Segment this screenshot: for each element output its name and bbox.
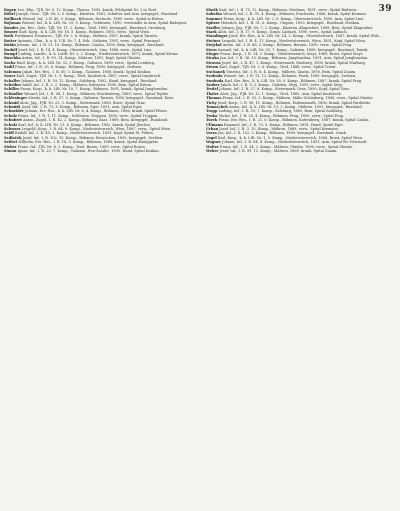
entry-name: Ullmann (206, 122, 223, 127)
entry-name: Sommer (206, 16, 223, 21)
entry-name: Schwarz (4, 126, 21, 131)
page-number: 39 (378, 4, 392, 14)
entry-name: Rondes (4, 25, 19, 30)
entry-detail: Franz, Korp., k. k. LIR. Nr. 10, 7. Komp., Böhmen, 1891, krank, Spital Jungbunzlau. (20, 87, 169, 92)
entry-detail: Wilhelm, Ers.-Res., I. R. 18, 5. Komp., Böhmen, 1888, krank, Spital Königgrätz. (18, 140, 159, 145)
entry-detail: Ludwig, Inf., I. R. 59, 7. Komp., Salzburg, 1889, Bein, Spital Salzburg. (218, 109, 344, 114)
entry-detail: Ignaz, Inf., I. R. 20, 7. Komp., Galizien, Neu-Sandec, 1890, Hand, Spital Krakau. (17, 149, 160, 153)
entry-name: Schindler (4, 91, 23, 96)
entry-detail: Karl, Korp., k. k. LIR. Nr. 16, 5. Komp., Böhmen, 1892, verw., Spital Wien. (18, 30, 151, 35)
entry-name: Teufel (206, 87, 219, 92)
entry-name: Scholz (4, 113, 17, 118)
entry-detail: Karl, Zugsf., TJR. Nr. 1, 9. Komp., Tirol, Innsbruck, 1887, verw., Spital Innsbruck. (16, 74, 162, 79)
entry-detail: Alois, Jäg., FJB. Nr. 22, 3. Komp., Steiermark, 1888, Brust, Spital Graz. (19, 100, 146, 105)
entry-name: Rollbach (4, 16, 22, 21)
right-column (206, 8, 396, 508)
entry-detail: Josef, Ers.-Res., k. k. LIR. Nr. 14, 3. Komp., Oberösterreich, 1887, krank, Spital Wels. (228, 34, 381, 39)
entry-name: Ruschka (4, 56, 21, 61)
entry-name: Roth (4, 34, 14, 39)
entry-name: Swoboda (206, 78, 224, 83)
entry-detail: Václav, Inf., I. R. 28, 4. Komp., Böhmen, Prag, 1890, verw., Spital Prag. (218, 113, 345, 118)
entry-detail: Ferdinand, Ersatzres., TJR. Nr. 2, 8. Komp., Mähren, 1887, krank, Spital Tarnów. (14, 34, 158, 39)
entry-name: Turek (206, 118, 218, 123)
entry-detail: Josef, Inf., I. R. 73, 8. Komp., Böhmen, Eger, 1891, Arm, Spital Eger. (21, 104, 143, 109)
entry-detail: Josef, Inf., I. R. 3, 10. Komp., Mähren, 1889, verw., Spital Kremsier. (219, 126, 339, 131)
entry-name: Strauss (206, 60, 221, 65)
entry-detail: Alois, Inf., I. R. 17, 9. Komp., Krain, Laibach, 1890, verw., Spital Laibach. (217, 30, 348, 35)
entry-name: Rudolf (4, 47, 18, 52)
entry-detail: Rudolf, Inf., I. R. 49, 3. Komp., Niederösterreich, 1891, Kopf, Spital St. Pölten. (15, 131, 154, 136)
entry-detail: Leo, Ehn., TJR. Nr. 5, 12. Komp., Theusz, 1890, krank, Feldspital Nr. 2 in Tirol. (17, 8, 158, 12)
entry-name: Tauber (206, 82, 220, 87)
entry-detail: Adolf, Inf., I. R. 3, 2. Komp., Mähren, Kremsier, 1890, Bein, Spital Brünn. (22, 82, 153, 87)
entry-name: Urban (206, 126, 219, 131)
entry-name: Straka (206, 56, 219, 61)
entry-name: Rosner (4, 30, 18, 35)
entry-name: Schmidt (4, 104, 21, 109)
entry-name: Scheiber (4, 82, 22, 87)
entry-detail: Johann, Jäg., FJB. Nr. 7, 2. Komp., Kärnten, Klagenfurt, 1889, Bein, Spital Klagenfurt. (221, 25, 374, 30)
entry-detail: Heinrich, Inf., I. R. 31, 6. Komp., Ungarn, 1892, kriegsgef., Russland, Moskau. (221, 21, 361, 26)
entry-name: Suchanek (206, 69, 226, 74)
entry-name: Sobotka (206, 12, 222, 17)
entry-detail: Leopold, Korp., I. R. 84, 9. Komp., Niederösterreich, Wien, 1887, verw., Spital Wien. (21, 126, 172, 131)
entry-detail: Leopold, Inf., I. R. 4, 11. Komp., Niederösterreich, Wien, 1891, Kopf, Spital Wien. (221, 38, 366, 43)
entry-name: Staudinger (206, 34, 228, 39)
entry-detail: Anton, Zugsf., I. R. 42, 2. Komp., Böhmen, Saaz, 1889, Bein, kriegsgef., Russland. (23, 118, 169, 123)
entry-detail: Wenzel, Inf., k. k. LIR. Nr. 29, 9. Komp., Schlesien, 1890, verwundet in Arm, Spital Budapest. (21, 21, 188, 26)
entry-name: Rubin (4, 43, 16, 48)
entry-detail: Emil, Korp., k. k. LIR. Nr. 32, 5. Komp., Galizien, 1889, verw., Spital Lemberg. (16, 60, 156, 65)
entry-name: Trnka (206, 113, 218, 118)
entry-name: Stejskal (206, 43, 222, 48)
entry-detail: Jakob, Inf., I. R. 9, 3. Komp., Galizien, Stryj, 1891, verw., Spital Stryj. (220, 82, 344, 87)
entry-detail: Karl, Inf., I. R. 75, 12. Komp., Böhmen, Neuhaus, 1891, verw., Spital Budweis. (219, 8, 358, 12)
entry-detail: Karl, Korp., k. k. LIR. Nr. 1, 5. Komp., Niederösterreich, 1888, Brust, Spital Wien. (217, 135, 363, 140)
entry-name: Svoboda (206, 74, 223, 79)
entry-name: Simon (4, 149, 17, 153)
entry-name: Tichy (206, 100, 217, 105)
entry-detail: Emanuel, Inf., I. R. 73, 9. Komp., Böhmen, 1891, Hand, Spital Eger. (223, 122, 344, 127)
entry-detail: Franz, Korp., k. k. LIR. Nr. 2, 8. Komp., Oberösterreich, 1890, Arm, Spital Linz. (223, 16, 365, 21)
entry-detail: Karl, Zugsf., TJR. Nr. 2, 6. Komp., Tirol, 1888, verw., Spital Trient. (219, 65, 337, 70)
left-column (4, 8, 194, 508)
entry-detail: Jan, Inf., I. R. 102, 3. Komp., Böhmen, 1890, kriegsgef., Russland, Omsk. (217, 131, 347, 136)
entry-detail: Johann, Inf., I. R. 27, 8. Komp., Steiermark, Graz, 1890, Kopf, Spital Graz. (219, 87, 351, 92)
entry-name: Stern (206, 47, 217, 52)
entry-name: Schaller (4, 78, 21, 83)
entry-detail: Karl, Ers.-Res., k. k. LIR. Nr. 28, 9. Komp., Böhmen, 1887, krank, Spital Prag. (224, 78, 363, 83)
entry-name: Trapp (206, 109, 218, 114)
entry-name: Seidl (4, 131, 14, 136)
entry-detail: Josef, Inf., I. R. 47, 1. Komp., Steiermark, Marburg, 1890, krank, Spital Marburg. (221, 60, 367, 65)
list-entry (4, 149, 194, 153)
entry-name: Schulz (4, 122, 18, 127)
entry-detail: Wenzel, Inf., I. R. 40, 5. Komp., Böhmen, Rechnitz, 1889, verw., Spital in Brünn. (22, 16, 165, 21)
entry-detail: Josef, Korp., I. R. 98, 11. Komp., Böhmen, Hohenmauth, 1890, krank, Spital Pardubitz. (217, 100, 372, 105)
entry-detail: Anton, Inf., k. k. LIR. Nr. 13, 2. Komp., Mähren, 1891, kriegsgef., Russland. (228, 104, 363, 109)
entry-detail: Johann, Inf., I. R. 21, 10. Komp., Böhmen, Caslau, 1890, Bein, kriegsgef., Russland. (16, 43, 165, 48)
entry-detail: Samuel, Inf., k. k. LIR. Nr. 35, 7. Komp., Galizien, 1888, kriegsgef., Russland, Tomsk. (217, 47, 369, 52)
entry-detail: Karl, Inf., k. k. LIR. Nr. 11, 6. Komp., Böhmen, 1892, krank, Spital Jitschin. (18, 122, 151, 127)
entry-name: Wagner (206, 140, 221, 145)
entry-detail: Jan, Inf., I. R. 36, 10. Komp., Böhmen, Jungbunzlau, 1891, Arm, Spital Jungbunzlau. (220, 56, 369, 61)
entry-name: Sedlaček (4, 135, 22, 140)
entry-name: Tomaschek (206, 104, 228, 109)
entry-detail: Franz, Inf., I. R. 1, 11. Komp., Schlesien, Troppau, 1890, verw., Spital Troppau. (17, 113, 159, 118)
entry-detail: Ludwig, Landst., k. k. LstIR. Nr. 3, 2. Komp., Niederösterreich, 1875, krank, Spital Krems. (18, 52, 179, 57)
entry-detail: Johann, Ers.-Res., k. k. LIR. Nr. 6, 4. Komp., Böhmen, 1886, krank, Spital Pilsen. (24, 109, 168, 114)
entry-detail: Franz, Korp., I. R. 14, 2. Komp., Oberösterreich, Steyr, 1889, Brust, Spital Steyr. (220, 52, 364, 57)
entry-name: Röhrl (4, 12, 15, 17)
entry-name: Sauer (4, 74, 16, 79)
entry-name: Thomas (206, 96, 222, 101)
entry-name: Vogel (206, 135, 217, 140)
entry-name: Sturm (206, 65, 219, 70)
entry-detail: Franz, Ers.-Res., I. R. 21, 6. Komp., Böhmen, Kuttenberg, 1887, krank, Spital Caslau. (218, 118, 370, 123)
entry-name: Vavra (206, 131, 217, 136)
entry-name: Sachs (4, 60, 16, 65)
entry-detail: Franz, Inf., I. R. 54, 2. Komp., Mähren, Olmütz, 1890, verw., Spital Olmütz. (220, 144, 354, 149)
entry-name: Sieber (4, 144, 17, 149)
entry-name: Walter (206, 144, 219, 149)
entry-name: Slavik (206, 8, 218, 12)
list-entry (206, 149, 396, 153)
entry-detail: Josef, Inf., I. R. 99, 12. Komp., Mähren, 1889, krank, Spital Znaim. (219, 149, 338, 153)
entry-detail: Wenzel, Inf., I. R. 11, 12. Komp., Böhmen, Pisek, 1889, kriegsgef., Serbien. (223, 74, 357, 79)
entry-detail: Wenzel, Inf., I. R. 91, 4. Komp., Böhmen, Prachatitz, 1888, krank, Spital Krumau. (223, 12, 367, 17)
entry-detail: Josef, Inf., I. R. 14, 4. Komp., Oberösterreich, Linz, 1888, verw., Spital Linz. (18, 47, 153, 52)
entry-name: Schubert (4, 118, 22, 123)
entry-name: Schmid (4, 100, 19, 105)
entry-name: Schiller (4, 87, 20, 92)
entry-detail: Jan, Res., Gefr., TJR. Nr. 11, 2. Komp., Tirol, 1889, kriegsgef., Russland, Orenburg. (19, 25, 167, 30)
entry-name: Stöger (206, 52, 219, 57)
entry-name: Steiner (206, 38, 221, 43)
entry-name: Thaler (206, 91, 219, 96)
entry-name: Spitzer (206, 21, 220, 26)
entry-detail: Moritz, Inf., I. R. 57, 5. Komp., Galizien, Tarnów, 1890, kriegsgef., Russland, Kiew. (28, 96, 174, 101)
entry-detail: Franz, Inf., I. R. 28, 6. Komp., Böhmen, Prag, 1890, kriegsgef., Serbien. (15, 65, 143, 70)
entry-detail: Franz, Inf., I. R. 93, 5. Komp., Mähren, Mähr.-Schönberg, 1888, verw., Spital Olmütz. (222, 96, 374, 101)
entry-name: Rotter (4, 38, 17, 43)
entry-detail: Vinzenz, Inf., I. R. 8, 4. Komp., Mähren, Znaim, 1890, Bein, Spital Znaim. (226, 69, 357, 74)
entry-detail: Antonín, Ulan., k. u. k. U.R. Nr. 7, 4. Esk., Galizien, 1891, verw., Spital Przemysl. (17, 38, 161, 43)
entry-detail: Jakob, Ers.-Res., I. R. 80, 3. Komp., Galizien, 1888, krank, Spital Krakau. (22, 69, 152, 74)
entry-name: Rogen (4, 8, 17, 12)
entry-name: Weber (206, 149, 219, 153)
entry-detail: Joseph, Gozz., TJR. Nr. 3, 8. Komp., Kärnten, 1881, Schulter und Arm, kriegsgef., Russland. (16, 12, 179, 17)
entry-name: Sadil (4, 65, 14, 70)
entry-name: Rojtman (4, 21, 21, 26)
entry-detail: Wenzel, Inf., I. R. 94, 1. Komp., Böhmen, Reichenberg, 1889, verw., Spital Teplitz. (24, 91, 170, 96)
entry-detail: Josef, Inf., I. R. 102, 10. Komp., Böhmen, Beneschau, 1890, kriegsgef., Serbien. (22, 135, 164, 140)
entry-name: Stark (206, 30, 217, 35)
entry-name: Schlesinger (4, 96, 28, 101)
entry-name: Salomon (4, 69, 22, 74)
entry-name: Rumpf (4, 52, 18, 57)
entry-detail: Anton, Inf., I. R. 88, 5. Komp., Böhmen, Beraun, 1890, verw., Spital Prag. (222, 43, 353, 48)
entry-name: Seifert (4, 140, 18, 145)
entry-name: Stadler (206, 25, 221, 30)
entry-detail: Johann, Inf., I. R. 59, 12. Komp., Salzburg, 1892, Hand, kriegsgef., Russland. (21, 78, 158, 83)
entry-detail: Anton, Inf., I. R. 99, 14. Komp., Mähren, 1891, Kopf, Spital Olmütz. (21, 56, 142, 61)
entry-name: Schneider (4, 109, 24, 114)
entry-detail: Alois, Jäg., FJB. Nr. 12, 1. Komp., Tirol, 1889, Arm, Spital Innsbruck. (219, 91, 342, 96)
entry-detail: Johann, Inf., I. R. 84, 8. Komp., Niederösterreich, 1891, Arm, Spital Wr.-Neustadt. (222, 140, 368, 145)
entry-detail: Franz, Inf., TJR. Nr. 4, 1. Komp., Tirol, Bozen, 1889, verw., Spital Bozen. (17, 144, 146, 149)
